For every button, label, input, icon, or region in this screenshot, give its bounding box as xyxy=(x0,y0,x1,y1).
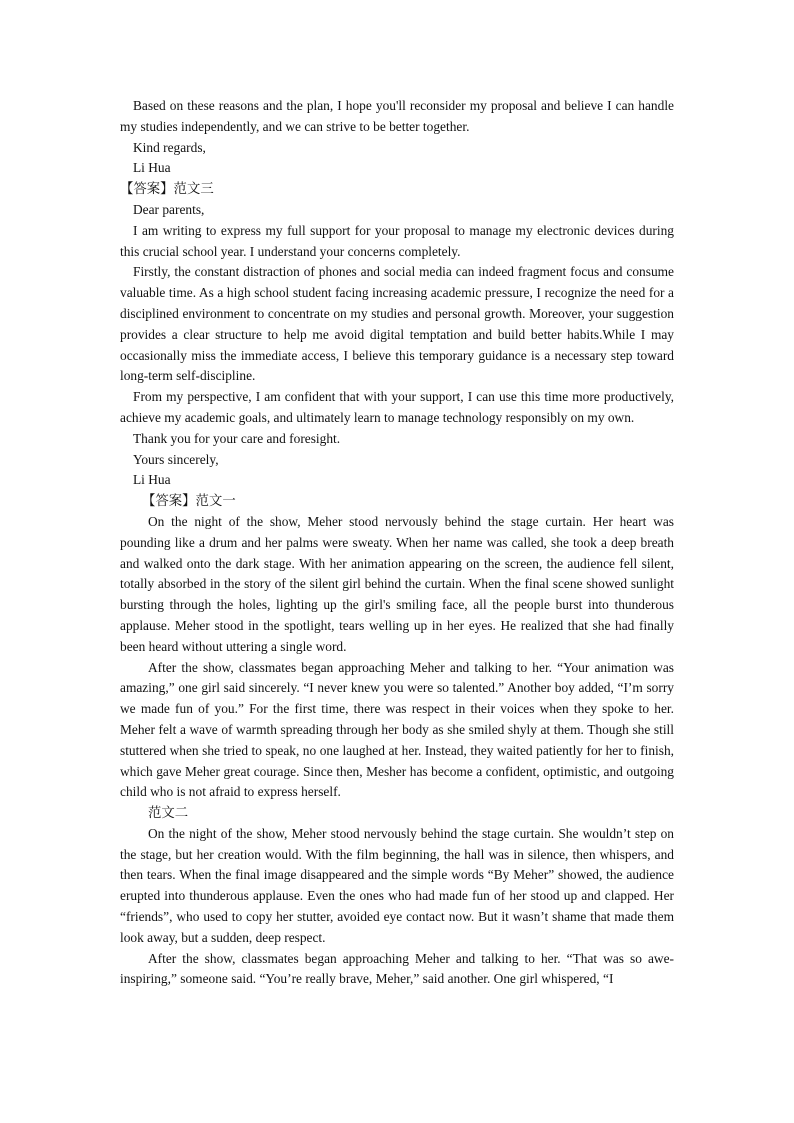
story2-heading: 范文二 xyxy=(148,805,189,821)
story1-paragraph-2: After the show, classmates began approaching Meher and talking to her. “Your animation was amazing,” one girl said sincerely. “I never knew you were so talented.” Another boy added, “I’m sorry we made fun of you.” For the first time, there was respect in their voices when they spoke to her. Meher felt a wave of warmth spreading through her body as she smiled shyly at them. Though she still stuttered when she tried to speak, no one laughed at her. Instead, they waited patiently for her to finish, which gave Meher great courage. Since then, Mesher has become a confident, optimistic, and outgoing child who is not afraid to express herself. xyxy=(120,659,674,800)
letter2-sign-off: Kind regards, xyxy=(133,139,206,155)
letter3-sign-off: Yours sincerely, xyxy=(133,451,219,467)
document-page xyxy=(120,96,674,990)
story2-paragraph-2: After the show, classmates began approaching Meher and talking to her. “That was so awe-inspiring,” someone said. “You’re really brave, Meher,” said another. One girl whispered, “I xyxy=(120,950,674,987)
letter3-heading: 【答案】范文三 xyxy=(120,181,214,197)
letter3-salutation: Dear parents, xyxy=(133,201,205,217)
letter3-paragraph-2: Firstly, the constant distraction of phones and social media can indeed fragment focus and consume valuable time. As a high school student facing increasing academic pressure, I recognize the need for a disciplined environment to concentrate on my studies and personal growth. Moreover, your suggestion provides a clear structure to help me avoid digital temptation and build better habits.While I may occasionally miss the immediate access, I believe this temporary guidance is a necessary step toward long-term self-discipline. xyxy=(120,264,674,384)
story2-paragraph-1: On the night of the show, Meher stood nervously behind the stage curtain. She wouldn’t step on the stage, but her creation would. With the film beginning, the hall was in silence, then whispers, and then tears. When the final image disappeared and the simple words “By Meher” showed, the audience erupted into thunderous applause. Even the ones who had made fun of her stood up and clapped. Her “friends”, who used to copy her stutter, avoided eye contact now. But it wasn’t shame that made them look away, but a sudden, deep respect. xyxy=(120,825,674,945)
story1-heading: 【答案】范文一 xyxy=(142,493,236,509)
letter2-closing-paragraph: Based on these reasons and the plan, I hope you'll reconsider my proposal and believe I can handle my studies independently, and we can strive to be better together. xyxy=(120,98,674,134)
letter2-signature: Li Hua xyxy=(133,160,171,176)
letter3-signature: Li Hua xyxy=(133,472,171,488)
letter3-thanks: Thank you for your care and foresight. xyxy=(133,430,341,446)
letter3-paragraph-3: From my perspective, I am confident that with your support, I can use this time more productively, achieve my academic goals, and ultimately learn to manage technology responsibly on my own. xyxy=(120,389,674,425)
story1-paragraph-1: On the night of the show, Meher stood nervously behind the stage curtain. Her heart was pounding like a drum and her palms were sweaty. When her name was called, she took a deep breath and walked onto the dark stage. With her animation appearing on the screen, the audience fell silent, totally absorbed in the story of the silent girl behind the curtain. When the final scene showed sunlight bursting through the holes, lighting up the girl's smiling face, all the people burst into thunderous applause. Meher stood in the spotlight, tears welling up in her eyes. He realized that she had finally been heard without uttering a single word. xyxy=(120,513,674,654)
letter3-paragraph-1: I am writing to express my full support for your proposal to manage my electronic devices during this crucial school year. I understand your concerns completely. xyxy=(120,222,674,259)
